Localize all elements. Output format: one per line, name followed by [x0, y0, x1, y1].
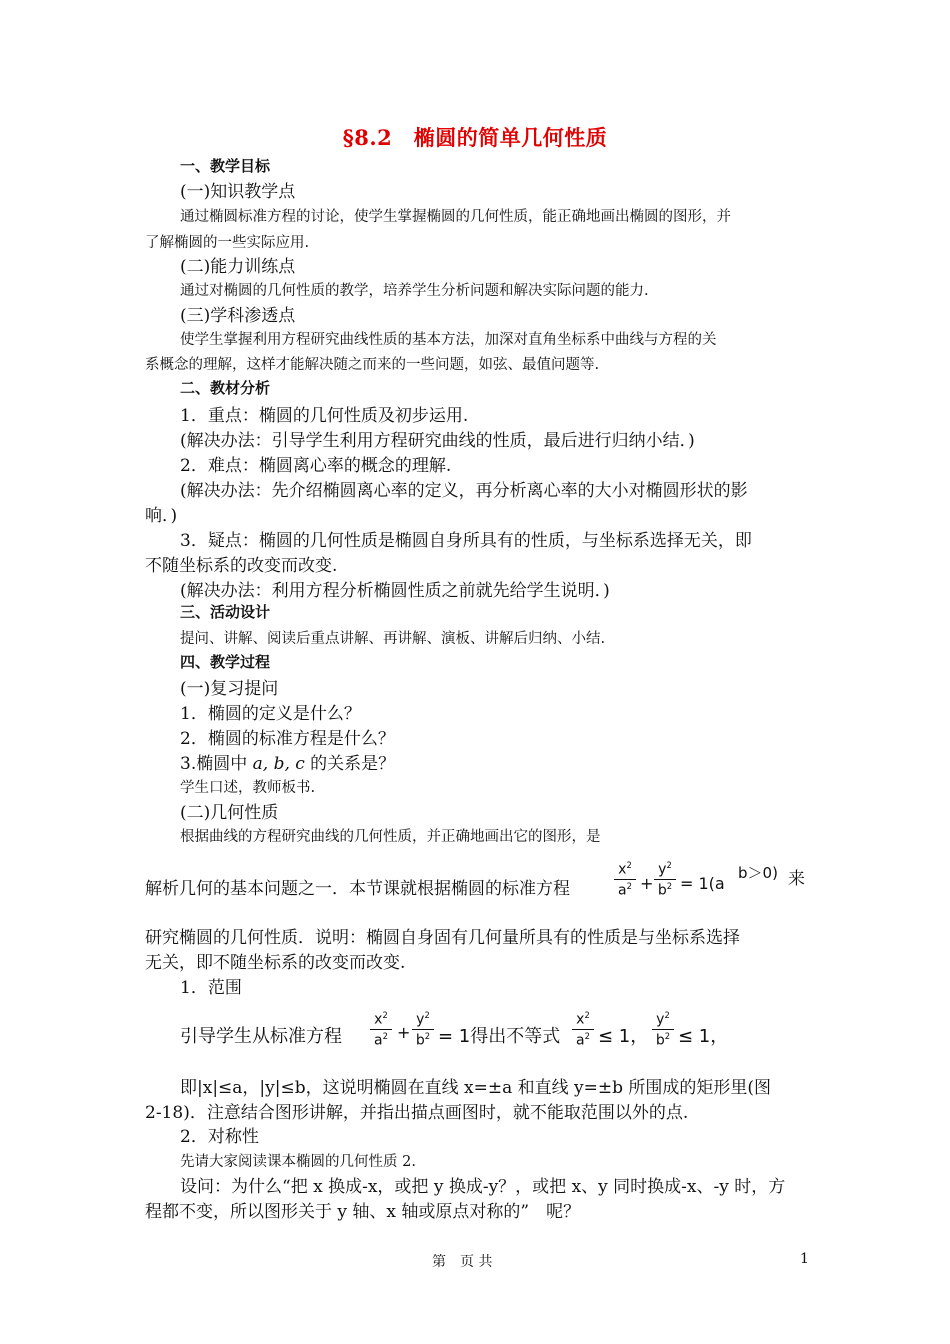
paragraph-line: (解决办法：引导学生利用方程研究曲线的性质，最后进行归纳小结．): [180, 431, 695, 451]
paragraph-line: 来: [788, 869, 805, 889]
plus-sign: +: [640, 874, 654, 893]
paragraph-line: 不随坐标系的改变而改变.: [145, 556, 338, 576]
subheading-range: 1．范围: [180, 978, 242, 998]
fraction-y2-b2: $y^2$ $b^2$: [412, 1010, 434, 1048]
subheading-geometric-properties: (二)几何性质: [180, 803, 279, 823]
question-text: 的关系是？: [304, 754, 396, 774]
footer-page-label: 第 页 共: [432, 1254, 493, 1270]
heading-activity-design: 三、活动设计: [180, 603, 271, 621]
subheading-symmetry: 2．对称性: [180, 1127, 259, 1147]
paragraph-line: = 1得出不等式: [438, 1026, 561, 1047]
paragraph-line: 研究椭圆的几何性质．说明：椭圆自身固有几何量所具有的性质是与坐标系选择: [145, 928, 740, 948]
plus-sign: +: [397, 1023, 411, 1042]
paragraph-line: 通过对椭圆的几何性质的教学，培养学生分析问题和解决实际问题的能力.: [180, 283, 649, 299]
paragraph-line: 无关，即不随坐标系的改变而改变.: [145, 953, 406, 973]
paragraph-line: 1．重点：椭圆的几何性质及初步运用.: [180, 406, 469, 426]
paragraph-line: (解决办法：先介绍椭圆离心率的定义，再分析离心率的大小对椭圆形状的影: [180, 481, 748, 501]
heading-material-analysis: 二、教材分析: [180, 379, 271, 397]
paragraph-line: 先请大家阅读课本椭圆的几何性质 2.: [180, 1154, 416, 1170]
paragraph-line: 设问：为什么“把 x 换成-x，或把 y 换成-y？，或把 x、y 同时换成-x、-y 时，方: [180, 1177, 786, 1197]
paragraph-line: (解决办法：利用方程分析椭圆性质之前就先给学生说明．): [180, 581, 610, 601]
footer-page-number: 1: [800, 1251, 809, 1267]
fraction-x2-a2: $x^2$ $a^2$: [572, 1010, 594, 1048]
fraction-x2-a2: $x^2$ $a^2$: [614, 860, 636, 898]
paragraph-line: 3．疑点：椭圆的几何性质是椭圆自身所具有的性质，与坐标系选择无关，即: [180, 531, 752, 551]
equation-condition: b＞0): [738, 864, 778, 882]
fraction-y2-b2: $y^2$ $b^2$: [654, 860, 676, 898]
paragraph-line: 即|x|≤a，|y|≤b，这说明椭圆在直线 x=±a 和直线 y=±b 所围成的矩形里(图: [180, 1078, 772, 1098]
subheading-knowledge: (一)知识教学点: [180, 182, 296, 202]
paragraph-line: 学生口述，教师板书.: [180, 780, 316, 796]
fraction-x2-a2: $x^2$ $a^2$: [370, 1010, 392, 1048]
subheading-subject: (三)学科渗透点: [180, 306, 296, 326]
subheading-ability: (二)能力训练点: [180, 257, 296, 277]
paragraph-line: 使学生掌握利用方程研究曲线性质的基本方法，加深对直角坐标系中曲线与方程的关: [180, 332, 717, 348]
math-variables: a, b, c: [252, 754, 305, 774]
paragraph-line: 系概念的理解，这样才能解决随之而来的一些问题，如弦、最值问题等.: [145, 357, 600, 373]
paragraph-line: 2-18)．注意结合图形讲解，并指出描点画图时，就不能取范围以外的点.: [145, 1103, 689, 1123]
subheading-review: (一)复习提问: [180, 679, 279, 699]
inequality: ≤ 1，: [598, 1026, 649, 1047]
page-title: §8.2 椭圆的简单几何性质: [342, 125, 608, 150]
paragraph-line: 根据曲线的方程研究曲线的几何性质，并正确地画出它的图形，是: [180, 829, 601, 845]
paragraph-line: 通过椭圆标准方程的讨论，使学生掌握椭圆的几何性质，能正确地画出椭圆的图形，并: [180, 209, 731, 225]
paragraph-line: 程都不变，所以图形关于 y 轴、x 轴或原点对称的” 呢？: [145, 1202, 581, 1222]
paragraph-line: 2．难点：椭圆离心率的概念的理解.: [180, 456, 452, 476]
review-question: 1．椭圆的定义是什么？: [180, 704, 361, 724]
heading-teaching-objectives: 一、教学目标: [180, 157, 271, 175]
review-question: 2．椭圆的标准方程是什么？: [180, 729, 395, 749]
inequality: ≤ 1，: [678, 1026, 729, 1047]
question-text: 3.椭圆中: [180, 754, 253, 774]
paragraph-line: 了解椭圆的一些实际应用.: [145, 235, 310, 251]
fraction-y2-b2: $y^2$ $b^2$: [652, 1010, 674, 1048]
equation-rhs: = 1(a: [680, 874, 725, 893]
paragraph-line: 引导学生从标准方程: [180, 1026, 342, 1047]
paragraph-line: 解析几何的基本问题之一．本节课就根据椭圆的标准方程: [145, 879, 570, 899]
review-question: [180, 749, 395, 774]
paragraph-line: 提问、讲解、阅读后重点讲解、再讲解、演板、讲解后归纳、小结.: [180, 631, 606, 647]
heading-teaching-process: 四、教学过程: [180, 653, 271, 671]
paragraph-line: 响．): [145, 506, 178, 526]
